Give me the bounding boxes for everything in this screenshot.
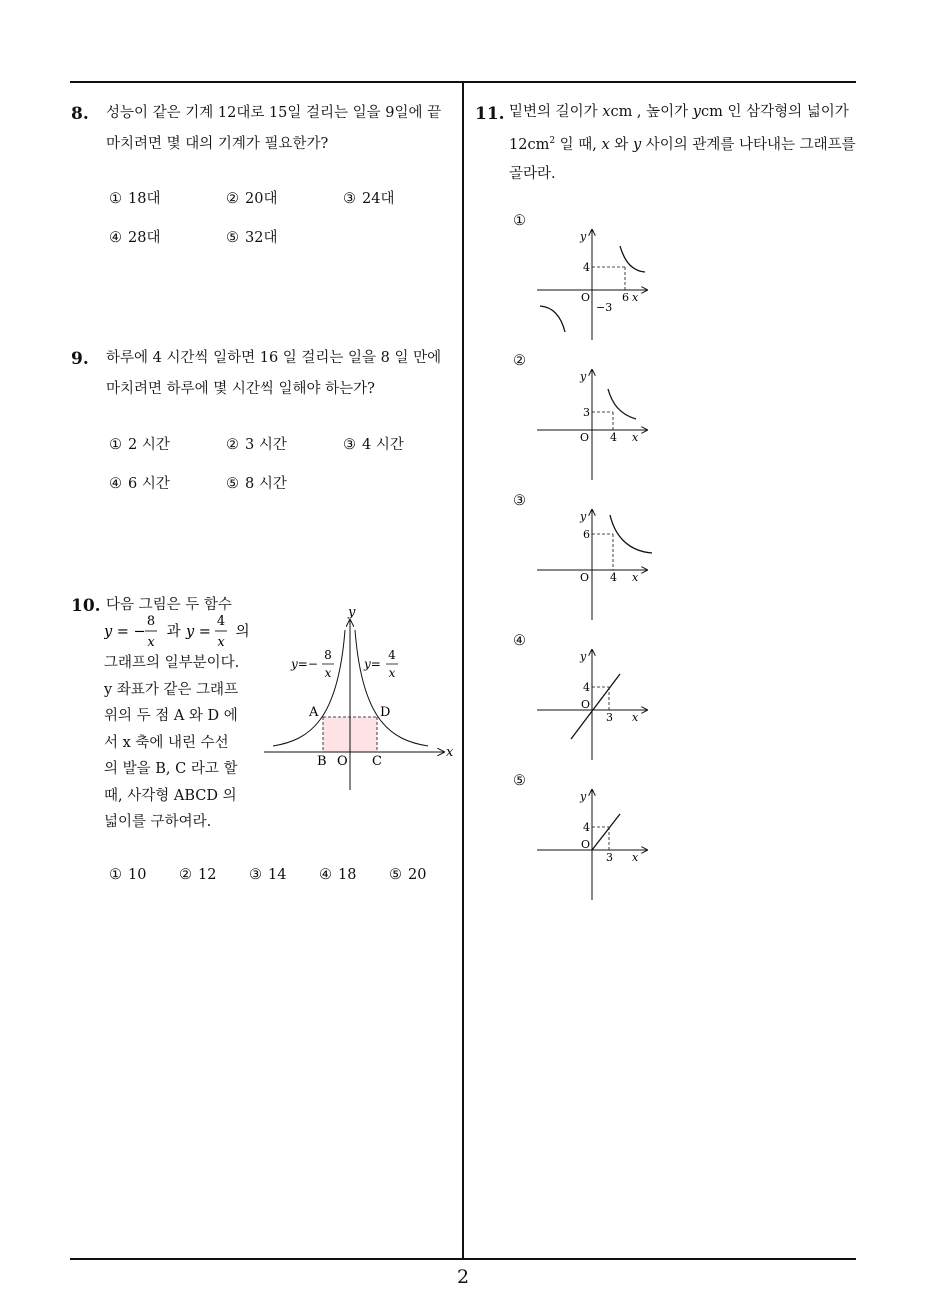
q8-choice-3[interactable] [343,187,394,208]
choice-text: 3 시간 [245,437,287,453]
q11-l1y: y [692,104,701,120]
choice-text: 32대 [245,230,278,246]
q11-l2y: y [632,136,642,153]
point-d-label: D [380,705,391,720]
choice-text: 14 [268,867,287,883]
q11-l2d: 사이의 관계를 나타내는 그래프를 [641,136,856,153]
eq1-den: x [147,635,155,650]
eq-end: 의 [231,624,250,640]
x-tick-label: 4 [610,431,617,444]
q10-choice-5[interactable] [389,867,426,883]
q11-l2sup: 2 [549,136,556,146]
eq-mid: 과 [162,624,186,640]
choice-mark: ① [109,437,122,453]
y-label: y [580,370,587,383]
x-tick-label: 3 [606,851,613,864]
q11-l1b: cm , 높이가 [610,104,693,120]
q10-choice-3[interactable] [249,867,286,883]
q11-graph-3[interactable] [535,506,665,626]
y-tick-label: 4 [583,821,590,834]
q9-line-2: 마치려면 하루에 몇 시간씩 일해야 하는가? [106,381,375,397]
q11-graph-2[interactable] [535,366,665,486]
point-c-label: C [372,754,382,769]
q11-graph-2-mark[interactable]: ② [513,353,526,369]
q11-line-1 [509,98,856,127]
choice-text: 10 [128,867,147,883]
q11-graph-5[interactable] [535,786,665,906]
q10-line-8: 때, 사각형 ABCD 의 [104,787,237,804]
choice-mark: ⑤ [226,230,239,246]
q9-choice-2[interactable] [226,433,287,454]
choice-text: 20 [408,867,427,883]
q11-l2b: 일 때, [555,136,602,153]
y-tick-label: 4 [583,261,590,274]
line-graph [592,814,620,850]
x-label: x [632,431,639,444]
choice-text: 2 시간 [128,437,170,453]
q8-text [106,98,441,160]
page-number: 2 [456,1266,470,1288]
q10-figure [260,600,460,795]
choice-mark: ② [226,191,239,207]
choice-mark: ④ [109,230,122,246]
curve-quadrant-3 [540,306,565,332]
x-label: x [632,711,639,724]
q8-choice-2[interactable] [226,187,277,208]
q10-line-5: 위의 두 점 A 와 D 에 [104,708,238,724]
q10-line-1: 다음 그림은 두 함수 [106,597,232,613]
choice-mark: ③ [343,191,356,207]
x-label: x [632,291,639,304]
y-tick-label: 3 [583,406,590,419]
point-a-label: A [309,705,319,720]
q8-choice-5[interactable] [226,226,277,247]
q11-graph-4-mark[interactable]: ④ [513,633,526,649]
curve [608,389,636,419]
choice-mark: ⑤ [226,476,239,492]
choice-text: 18대 [128,191,161,207]
point-b-label: B [317,754,327,769]
choice-text: 8 시간 [245,476,287,492]
choice-mark: ④ [109,476,122,492]
y-label: y [580,650,587,663]
choice-mark: ⑤ [389,867,402,883]
q11-graph-1-mark[interactable]: ① [513,213,526,229]
left-curve-label-den: x [324,666,332,680]
eq2-num: 4 [216,614,226,629]
choice-text: 6 시간 [128,476,170,492]
choice-mark: ② [179,867,192,883]
eq1-num: 8 [146,614,156,629]
right-curve-label-num: 4 [388,648,396,662]
q10-line-4: y 좌표가 같은 그래프 [104,681,239,698]
right-curve-label-den: x [388,666,396,680]
line-graph [571,674,620,739]
q8-line-1: 성능이 같은 기계 12대로 15일 걸리는 일을 9일에 끝 [106,105,442,121]
q10-choice-4[interactable] [319,867,356,883]
choice-mark: ③ [249,867,262,883]
q11-graph-3-mark[interactable]: ③ [513,493,526,509]
q11-text [509,98,856,189]
origin-label: O [337,754,348,769]
q9-number: 9. [71,349,89,369]
eq2-lhs: y = [186,624,211,640]
x-tick-label: 3 [606,711,613,724]
q11-l2x: x [601,136,610,153]
q10-choice-2[interactable] [179,867,216,883]
eq1-lhs: y = − [104,624,146,640]
bottom-rule [70,1258,856,1260]
curve [610,515,652,553]
choice-text: 12 [198,867,217,883]
q9-choice-4[interactable] [109,472,170,493]
q10-body [104,650,239,836]
q9-text [106,343,441,405]
choice-text: 4 시간 [362,437,404,453]
q10-choice-1[interactable] [109,867,146,883]
choice-mark: ③ [343,437,356,453]
choice-mark: ④ [319,867,332,883]
q11-l1x: x [602,104,611,120]
q8-line-2: 마치려면 몇 대의 기계가 필요한가? [106,136,329,152]
right-curve-label-lhs: y= [364,657,381,671]
q11-l1c: cm 인 삼각형의 넓이가 [700,104,849,120]
q10-line-6: 서 x 축에 내린 수선 [104,734,229,751]
q9-line-1: 하루에 4 시간씩 일하면 16 일 걸리는 일을 8 일 만에 [106,350,442,366]
q11-number: 11. [475,104,505,124]
choice-text: 28대 [128,230,161,246]
choice-mark: ① [109,867,122,883]
left-curve-label-lhs: y=− [291,657,318,671]
q11-graph-5-mark[interactable]: ⑤ [513,773,526,789]
x-label: x [632,571,639,584]
q11-graph-4[interactable] [535,646,665,766]
q10-line-7: 의 발을 B, C 라고 할 [104,761,238,777]
q9-choice-1[interactable] [109,433,170,454]
q11-l1a: 밑변의 길이가 [509,104,603,120]
choice-text: 20대 [245,191,278,207]
y-tick-label: 6 [583,528,590,541]
origin-label: O [580,431,590,444]
axis-x-label: x [446,745,454,760]
x-label: x [632,851,639,864]
eq2-den: x [217,635,225,650]
q8-choice-1[interactable] [109,187,160,208]
column-divider [462,81,464,1259]
x-tick-label: 6 [622,291,629,304]
origin-label: O [581,698,591,711]
choice-text: 24대 [362,191,395,207]
q9-choice-5[interactable] [226,472,287,493]
q11-line-3: 골라라. [509,165,556,182]
q10-number: 10. [71,596,101,616]
x-tick-label: 4 [610,571,617,584]
axis-y-label: y [348,605,356,620]
origin-label: O [581,291,591,304]
q8-choice-4[interactable] [109,226,160,247]
choice-text: 18 [338,867,357,883]
origin-label: O [580,571,590,584]
extra-tick-label: −3 [596,301,613,314]
choice-mark: ② [226,437,239,453]
q11-l2a: 12cm [509,136,550,153]
y-label: y [580,510,587,523]
origin-label: O [581,838,591,851]
y-tick-label: 4 [583,681,590,694]
q10-equation-line [104,612,254,654]
curve-quadrant-1 [620,246,645,272]
y-label: y [580,230,587,243]
q8-number: 8. [71,104,89,124]
q10-line-3: 그래프의 일부분이다. [104,655,240,671]
choice-mark: ① [109,191,122,207]
q11-line-2 [509,127,856,160]
q11-l2c: 와 [609,136,633,153]
q10-line-9: 넓이를 구하여라. [104,814,212,830]
y-label: y [580,790,587,803]
q9-choice-3[interactable] [343,433,404,454]
left-curve-label-num: 8 [324,648,332,662]
q11-graph-1[interactable] [535,226,665,346]
